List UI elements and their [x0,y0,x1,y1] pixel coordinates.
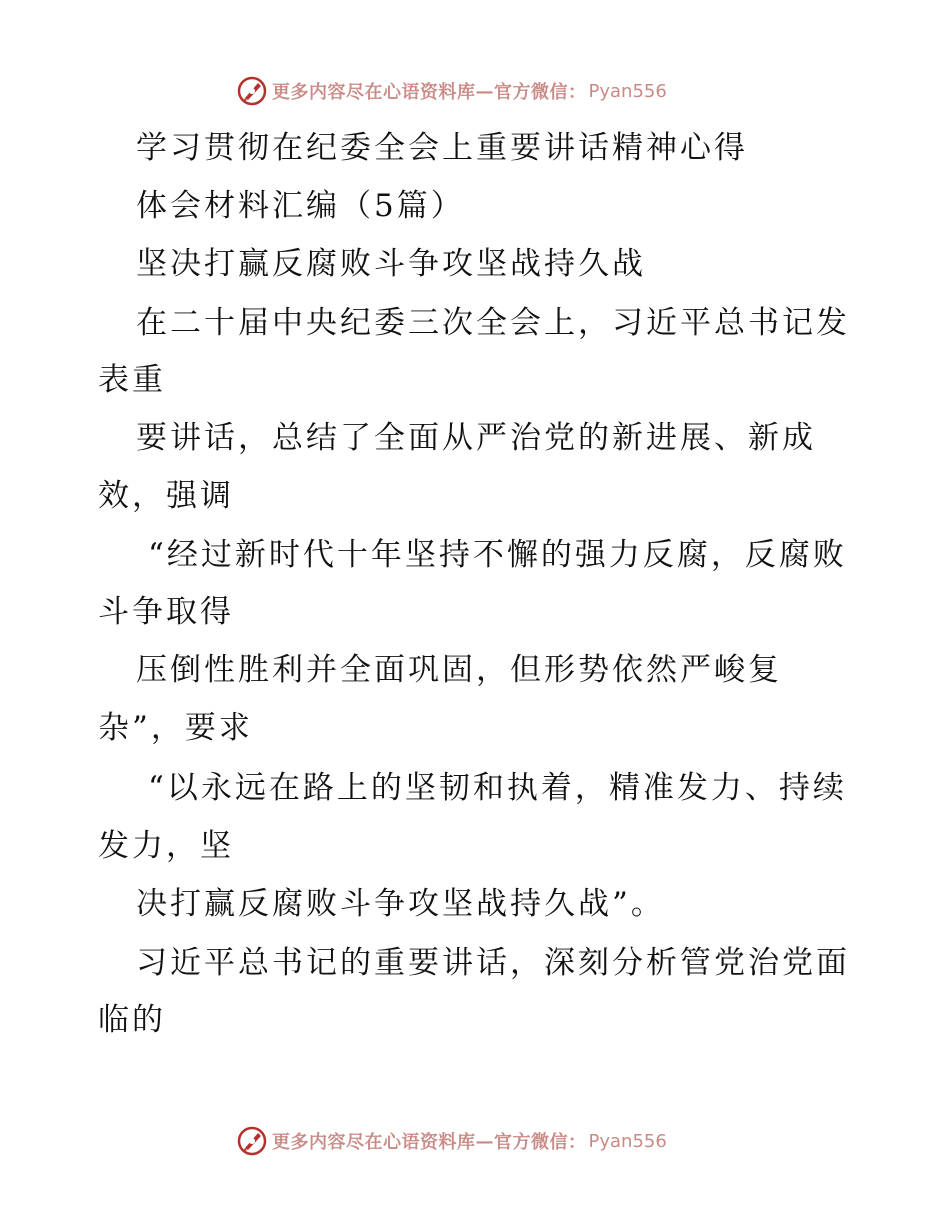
watermark-wechat-id: Pyan556 [588,80,667,102]
doc-text-line: 临的 [98,1002,166,1038]
doc-text-line: 决打赢反腐败斗争攻坚战持久战”。 [136,886,665,922]
doc-text-line: “以永远在路上的坚韧和执着，精准发力、持续 [148,770,847,806]
watermark-dash: — [475,1130,494,1152]
watermark-banner-bottom [236,1124,667,1158]
watermark-wechat-id: Pyan556 [588,1130,667,1152]
doc-heading: 坚决打赢反腐败斗争攻坚战持久战 [136,246,646,282]
doc-title-line-1: 学习贯彻在纪委全会上重要讲话精神心得 [136,130,748,166]
watermark-brand-text: 更多内容尽在心语资料库 [272,1132,476,1153]
doc-text-line: 杂”，要求 [98,710,253,746]
quill-pen-logo-icon [236,75,268,107]
doc-text-line: “经过新时代十年坚持不懈的强力反腐，反腐败 [148,537,847,573]
watermark-brand-text: 更多内容尽在心语资料库 [272,82,476,103]
quill-pen-logo-icon [236,1125,268,1157]
watermark-banner-top [236,74,667,108]
doc-text-line: 斗争取得 [98,594,234,630]
doc-text-line: 习近平总书记的重要讲话，深刻分析管党治党面 [136,945,850,981]
doc-text-line: 表重 [98,362,166,398]
watermark-wechat-label: 官方微信： [494,1132,587,1153]
doc-title-line-2: 体会材料汇编（5篇） [136,188,465,224]
doc-text-line: 发力，坚 [98,828,234,864]
watermark-dash: — [475,80,494,102]
doc-text-line: 要讲话，总结了全面从严治党的新进展、新成 [136,420,816,456]
doc-text-line: 在二十届中央纪委三次全会上，习近平总书记发 [136,305,850,341]
watermark-wechat-label: 官方微信： [494,82,587,103]
doc-text-line: 压倒性胜利并全面巩固，但形势依然严峻复 [136,652,782,688]
doc-text-line: 效，强调 [98,478,234,514]
